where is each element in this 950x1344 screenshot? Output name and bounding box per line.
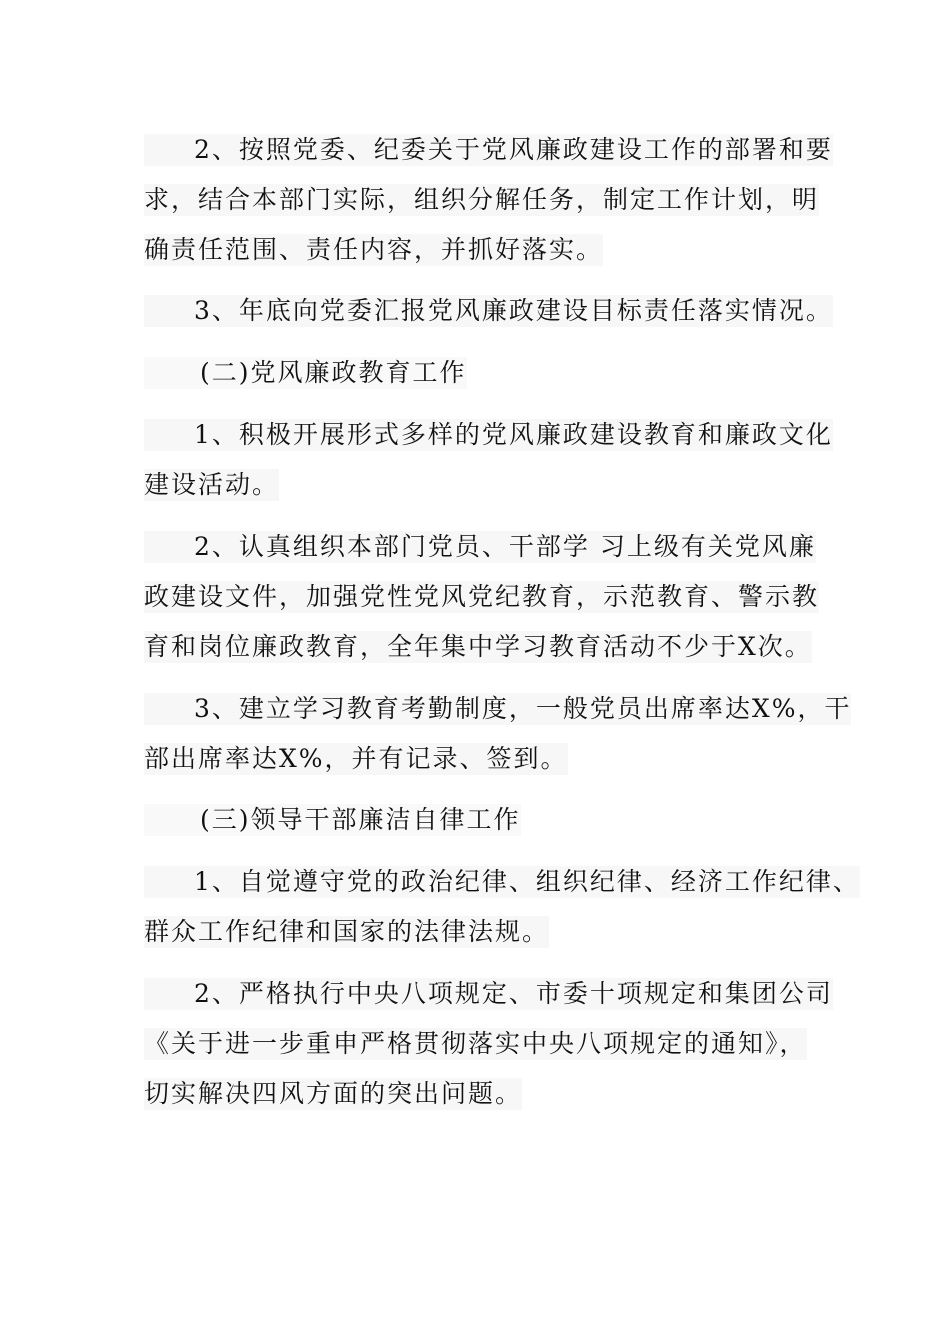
text-line: 2、严格执行中央八项规定、市委十项规定和集团公司	[144, 978, 833, 1010]
text-line: 3、年底向党委汇报党风廉政建设目标责任落实情况。	[144, 295, 833, 327]
text-line: 育和岗位廉政教育，全年集中学习教育活动不少于X次。	[144, 632, 812, 661]
text-line: 2、认真组织本部门党员、干部学 习上级有关党风廉	[144, 531, 816, 563]
text-line: 建设活动。	[144, 470, 280, 499]
text-line: 3、建立学习教育考勤制度，一般党员出席率达X%，干	[144, 693, 851, 725]
text-line: 1、积极开展形式多样的党风廉政建设教育和廉政文化	[144, 419, 833, 451]
text-line: 2、按照党委、纪委关于党风廉政建设工作的部署和要	[144, 134, 833, 166]
text-line: 群众工作纪律和国家的法律法规。	[144, 917, 550, 946]
text-line: 政建设文件，加强党性党风党纪教育，示范教育、警示教	[144, 582, 820, 611]
text-line: 确责任范围、责任内容，并抓好落实。	[144, 235, 604, 264]
text-line: 求，结合本部门实际，组织分解任务，制定工作计划，明	[144, 185, 820, 214]
text-line: 部出席率达X%，并有记录、签到。	[144, 744, 568, 773]
heading-text: (二)党风廉政教育工作	[144, 357, 467, 389]
text-line: 1、自觉遵守党的政治纪律、组织纪律、经济工作纪律、	[144, 866, 860, 898]
text-line: 《关于进一步重申严格贯彻落实中央八项规定的通知》，	[144, 1029, 807, 1058]
heading-text: (三)领导干部廉洁自律工作	[144, 804, 521, 836]
text-line: 切实解决四风方面的突出问题。	[144, 1079, 523, 1108]
